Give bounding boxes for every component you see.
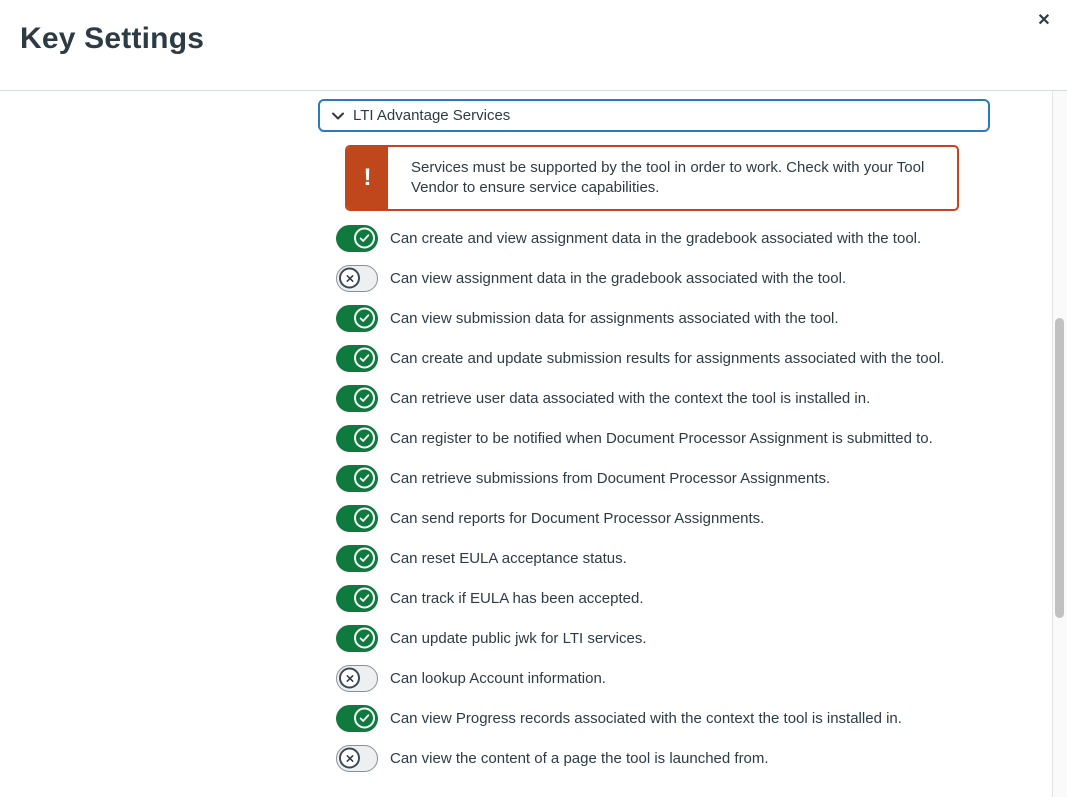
warning-icon	[347, 147, 388, 209]
service-label: Can register to be notified when Document Processor Assignment is submitted to.	[390, 429, 933, 447]
check-icon	[358, 232, 371, 245]
close-icon: ✕	[1037, 12, 1051, 29]
check-icon	[358, 392, 371, 405]
service-row	[318, 698, 990, 738]
lti-advantage-services-accordion[interactable]	[318, 99, 990, 132]
service-toggle[interactable]	[336, 345, 378, 372]
scrollbar-thumb[interactable]	[1055, 318, 1064, 618]
check-icon	[358, 472, 371, 485]
service-label: Can view Progress records associated with the context the tool is installed in.	[390, 709, 902, 727]
service-label: Can view assignment data in the gradebook associated with the tool.	[390, 269, 847, 287]
warning-alert	[345, 145, 959, 211]
service-label: Can create and view assignment data in the gradebook associated with the tool.	[390, 229, 922, 247]
service-row	[318, 658, 990, 698]
service-label: Can view submission data for assignments associated with the tool.	[390, 309, 839, 327]
toggle-knob	[354, 468, 375, 489]
scrollbar-track[interactable]	[1052, 91, 1067, 797]
service-row	[318, 298, 990, 338]
service-row	[318, 338, 990, 378]
close-button[interactable]	[1029, 6, 1059, 36]
check-icon	[358, 552, 371, 565]
x-icon	[344, 272, 356, 284]
service-list	[318, 218, 990, 778]
service-row	[318, 738, 990, 778]
check-icon	[358, 712, 371, 725]
service-row	[318, 538, 990, 578]
modal-body	[318, 99, 990, 778]
x-icon	[344, 752, 356, 764]
service-toggle[interactable]	[336, 545, 378, 572]
service-toggle[interactable]	[336, 505, 378, 532]
service-toggle[interactable]	[336, 705, 378, 732]
service-toggle[interactable]	[336, 265, 378, 292]
service-label: Can update public jwk for LTI services.	[390, 629, 647, 647]
toggle-knob	[354, 548, 375, 569]
service-toggle[interactable]	[336, 585, 378, 612]
toggle-knob	[354, 428, 375, 449]
service-label: Can retrieve user data associated with the context the tool is installed in.	[390, 389, 871, 407]
toggle-knob	[354, 588, 375, 609]
toggle-knob	[339, 268, 360, 289]
check-icon	[358, 432, 371, 445]
check-icon	[358, 352, 371, 365]
toggle-knob	[354, 628, 375, 649]
toggle-knob	[354, 388, 375, 409]
toggle-knob	[354, 228, 375, 249]
service-row	[318, 498, 990, 538]
accordion-label: LTI Advantage Services	[353, 107, 511, 124]
service-row	[318, 458, 990, 498]
service-toggle[interactable]	[336, 225, 378, 252]
alert-text: Services must be supported by the tool in order to work. Check with your Tool Vendor to ensure service capabilities.	[411, 159, 925, 196]
modal-header	[0, 0, 1067, 91]
service-toggle[interactable]	[336, 305, 378, 332]
service-row	[318, 378, 990, 418]
service-toggle[interactable]	[336, 425, 378, 452]
toggle-knob	[339, 748, 360, 769]
check-icon	[358, 632, 371, 645]
service-row	[318, 578, 990, 618]
service-toggle[interactable]	[336, 385, 378, 412]
exclamation-glyph: !	[363, 164, 372, 191]
service-row	[318, 258, 990, 298]
service-toggle[interactable]	[336, 745, 378, 772]
check-icon	[358, 512, 371, 525]
toggle-knob	[354, 348, 375, 369]
service-label: Can view the content of a page the tool is launched from.	[390, 749, 769, 767]
page-title: Key Settings	[20, 22, 205, 55]
toggle-knob	[354, 308, 375, 329]
toggle-knob	[339, 668, 360, 689]
check-icon	[358, 312, 371, 325]
service-label: Can create and update submission results for assignments associated with the tool.	[390, 349, 945, 367]
service-row	[318, 218, 990, 258]
service-label: Can retrieve submissions from Document Processor Assignments.	[390, 469, 831, 487]
service-toggle[interactable]	[336, 625, 378, 652]
check-icon	[358, 592, 371, 605]
toggle-knob	[354, 508, 375, 529]
service-toggle[interactable]	[336, 665, 378, 692]
service-label: Can send reports for Document Processor Assignments.	[390, 509, 765, 527]
service-row	[318, 418, 990, 458]
x-icon	[344, 672, 356, 684]
service-label: Can lookup Account information.	[390, 669, 606, 687]
service-label: Can reset EULA acceptance status.	[390, 549, 627, 567]
service-label: Can track if EULA has been accepted.	[390, 589, 644, 607]
service-row	[318, 618, 990, 658]
chevron-down-icon	[330, 108, 346, 124]
service-toggle[interactable]	[336, 465, 378, 492]
toggle-knob	[354, 708, 375, 729]
